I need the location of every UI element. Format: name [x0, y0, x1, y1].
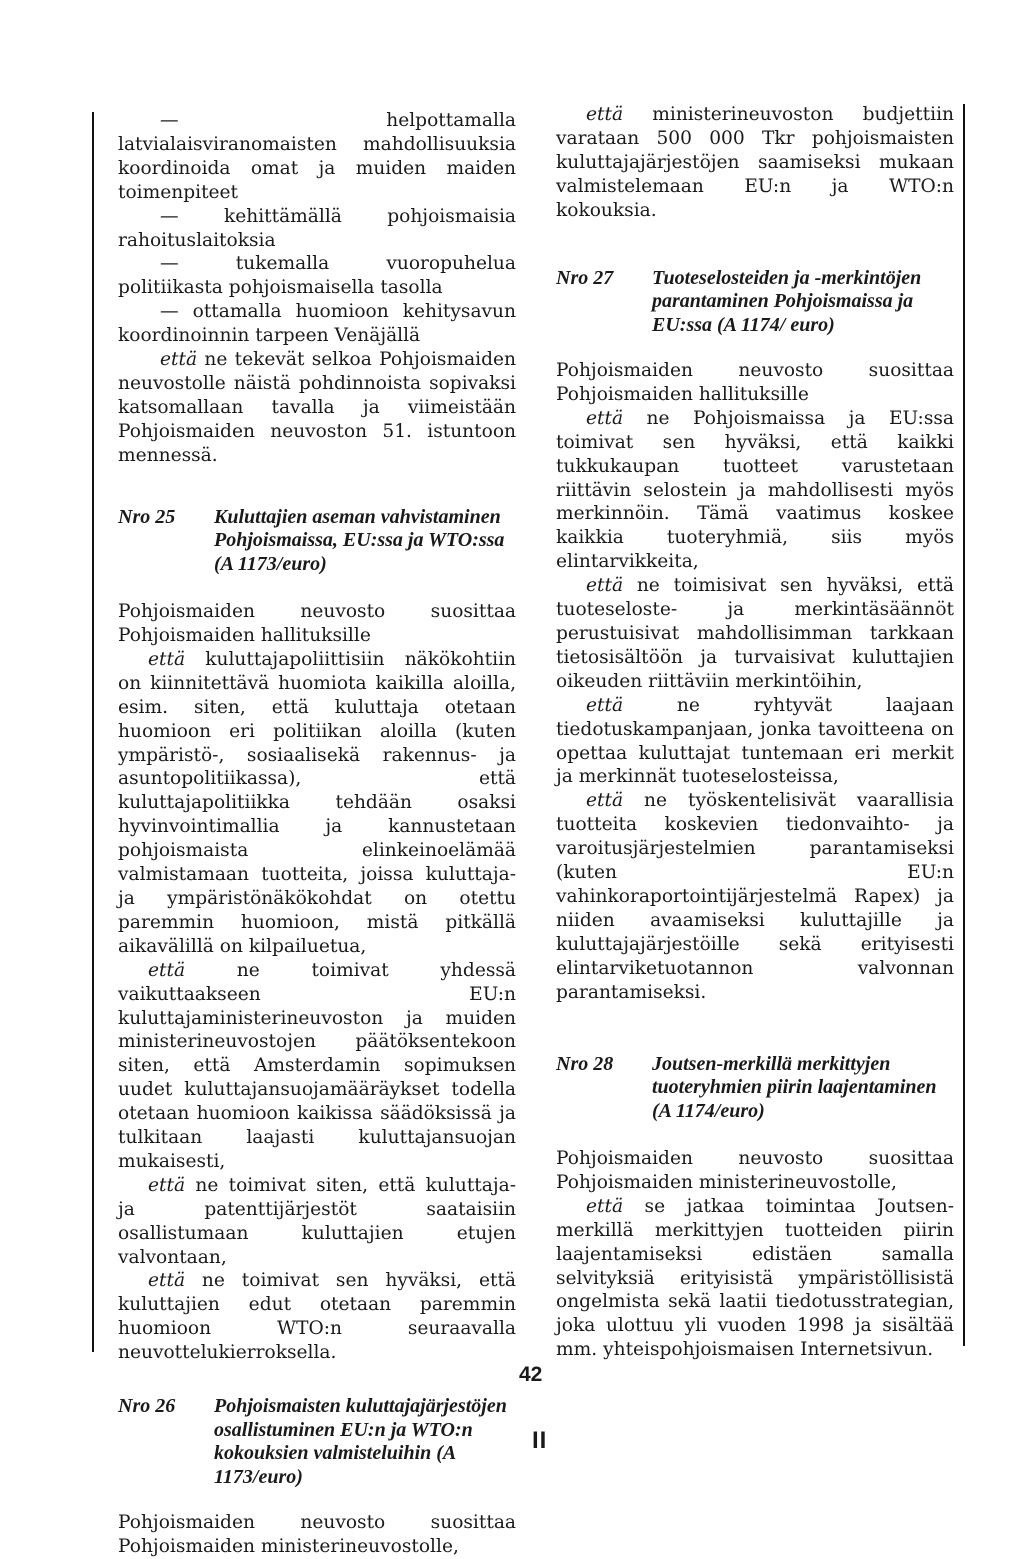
intro-item: — tukemalla vuoropuhelua politiikasta pohjoismaisella tasolla [118, 253, 516, 299]
etta-clause [118, 648, 516, 959]
etta-clause [556, 1195, 954, 1362]
section-number: Nro 25 [118, 505, 176, 528]
section-title: Pohjoismaisten kuluttajajärjestöjen osallistuminen EU:n ja WTO:n kokouksien valmisteluihin (A 1173/euro) [214, 1395, 507, 1488]
recommendation-intro: Pohjoismaiden neuvosto suosittaa Pohjoismaiden hallituksille [118, 601, 516, 646]
left-column [118, 109, 516, 1559]
clause-text: ne työskentelisivät vaarallisia tuotteita koskevien tiedonvaihto- ja varoitusjärjestelmien parantamiseksi (kuten EU:n vahinkoraportointijärjestelmä Rapex) ja niiden avaamiseksi kuluttajille ja kuluttajajärjestöille sekä erityisesti elintarviketuotannon valvonnan parantamiseksi. [556, 790, 954, 1003]
clause-text: ne toimivat yhdessä vaikuttaakseen EU:n kuluttajaministerineuvoston ja muiden ministerineuvostojen päätöksentekoon siten, että Amsterdamin sopimuksen uudet kuluttajansuojamääräykset todella otetaan huomioon kaikissa säädöksissä ja tulkitaan laajasti kuluttajansuojan mukaisesti, [118, 959, 516, 1172]
clause-text: kuluttajapoliittisiin näkökohtiin on kiinnitettävä huomiota kaikilla aloilla, esim. siten, että kuluttaja otetaan huomioon eri politiikan aloilla (kuten ympäristö-, sosiaalisekä rakennus- ja asuntopolitiikassa), että kuluttajapolitiikka tehdään osaksi hyvinvointimallia ja kannustetaan pohjoismaista elinkeinoelämää valmistamaan tuotteita, joissa kuluttaja- ja ympäristönäkökohdat on otettu paremmin huomioon, mistä pitkällä aikavälillä on kilpailuetua, [118, 648, 516, 957]
etta-clause [118, 1269, 516, 1365]
etta-clause [118, 1174, 516, 1270]
etta-lead: että [148, 959, 186, 981]
section-title: Kuluttajien aseman vahvistaminen Pohjoismaissa, EU:ssa ja WTO:ssa (A 1173/euro) [214, 505, 505, 575]
recommendation-intro: Pohjoismaiden neuvosto suosittaa Pohjoismaiden ministerineuvostolle, [118, 1512, 516, 1557]
clause-text: ne toimivat sen hyväksi, että kuluttajien edut otetaan paremmin huomioon WTO:n seuraavalla neuvottelukierroksella. [118, 1270, 516, 1364]
etta-lead: että [586, 407, 624, 429]
clause-text: ne toimisivat sen hyväksi, että tuoteseloste- ja merkintäsäännöt perustuisivat mahdollisimman tarkkaan tietosisältöön ja turvaisivat kuluttajien oikeuden riittäviin merkintöihin, [556, 575, 954, 692]
intro-item: — kehittämällä pohjoismaisia rahoituslaitoksia [118, 205, 516, 251]
etta-lead: että [586, 1195, 624, 1217]
etta-lead: että [586, 575, 624, 597]
section-heading-nro28 [556, 1053, 954, 1124]
etta-lead: että [148, 1270, 186, 1292]
section-heading-nro25 [118, 506, 516, 577]
etta-lead: että [160, 349, 198, 371]
etta-clause [556, 407, 954, 574]
clause-text: se jatkaa toimintaa Joutsen-merkillä merkittyjen tuotteiden piirin laajentamiseksi edistäen samalla selvityksiä erityisistä ympäristöllisistä ongelmista sekä laatii tiedotusstrategian, joka ulottuu yli vuoden 1998 ja sisältää mm. yhteispohjoismaisen Internetsivun. [556, 1195, 954, 1361]
right-column [556, 103, 954, 1362]
page-number: 42 [519, 1363, 543, 1386]
page-mark: II [532, 1427, 548, 1454]
etta-lead: että [586, 694, 624, 716]
etta-lead: että [586, 104, 624, 125]
recommendation-intro: Pohjoismaiden neuvosto suosittaa Pohjoismaiden hallituksille [556, 360, 954, 405]
etta-clause [118, 959, 516, 1174]
etta-clause [556, 574, 954, 694]
section-title: Tuoteselosteiden ja -merkintöjen parantaminen Pohjoismaissa ja EU:ssa (A 1174/ euro) [652, 266, 922, 336]
section-number: Nro 28 [556, 1052, 614, 1075]
etta-clause [556, 103, 954, 223]
etta-clause [556, 789, 954, 1004]
clause-text: ne ryhtyvät laajaan tiedotuskampanjaan, jonka tavoitteena on opettaa kuluttajat tuntemaan eri merkit ja merkinnät tuoteselosteissa, [556, 694, 954, 788]
clause-text: ne tekevät selkoa Pohjoismaiden neuvostolle näistä pohdinnoista sopivaksi katsomallaan tavalla ja viimeistään Pohjoismaiden neuvoston 51. istuntoon mennessä. [118, 349, 516, 466]
etta-clause [556, 694, 954, 790]
section-number: Nro 26 [118, 1395, 176, 1418]
intro-item: — helpottamalla latvialaisviranomaisten mahdollisuuksia koordinoida omat ja muiden maiden toimenpiteet [118, 110, 516, 203]
left-margin-rule [92, 112, 94, 1352]
intro-item: — ottamalla huomioon kehitysavun koordinoinnin tarpeen Venäjällä [118, 301, 516, 347]
recommendation-intro: Pohjoismaiden neuvosto suosittaa Pohjoismaiden ministerineuvostolle, [556, 1148, 954, 1193]
etta-lead: että [148, 648, 186, 670]
right-margin-rule [963, 104, 965, 1346]
section-title: Joutsen-merkillä merkittyjen tuoteryhmien piirin laajentaminen (A 1174/euro) [652, 1052, 937, 1122]
clause-text: ministerineuvoston budjettiin varataan 500 000 Tkr pohjoismaisten kuluttajajärjestöjen saamiseksi mukaan valmistelemaan EU:n ja WTO:n kokouksia. [556, 104, 954, 221]
clause-text: ne Pohjoismaissa ja EU:ssa toimivat sen hyväksi, että kaikki tukkukaupan tuotteet varustetaan riittävin selostein ja mahdollisesti myös merkinnöin. Tämä vaatimus koskee kaikkia tuoteryhmiä, siis myös elintarvikkeita, [556, 407, 954, 573]
section-heading-nro27 [556, 267, 954, 338]
clause-text: ne toimivat siten, että kuluttaja- ja patenttijärjestöt saataisiin osallistumaan kuluttajien etujen valvontaan, [118, 1174, 516, 1268]
section-number: Nro 27 [556, 266, 614, 289]
etta-lead: että [586, 790, 624, 812]
section-heading-nro26 [118, 1395, 516, 1489]
intro-etta-clause [118, 348, 516, 468]
etta-lead: että [148, 1174, 186, 1196]
